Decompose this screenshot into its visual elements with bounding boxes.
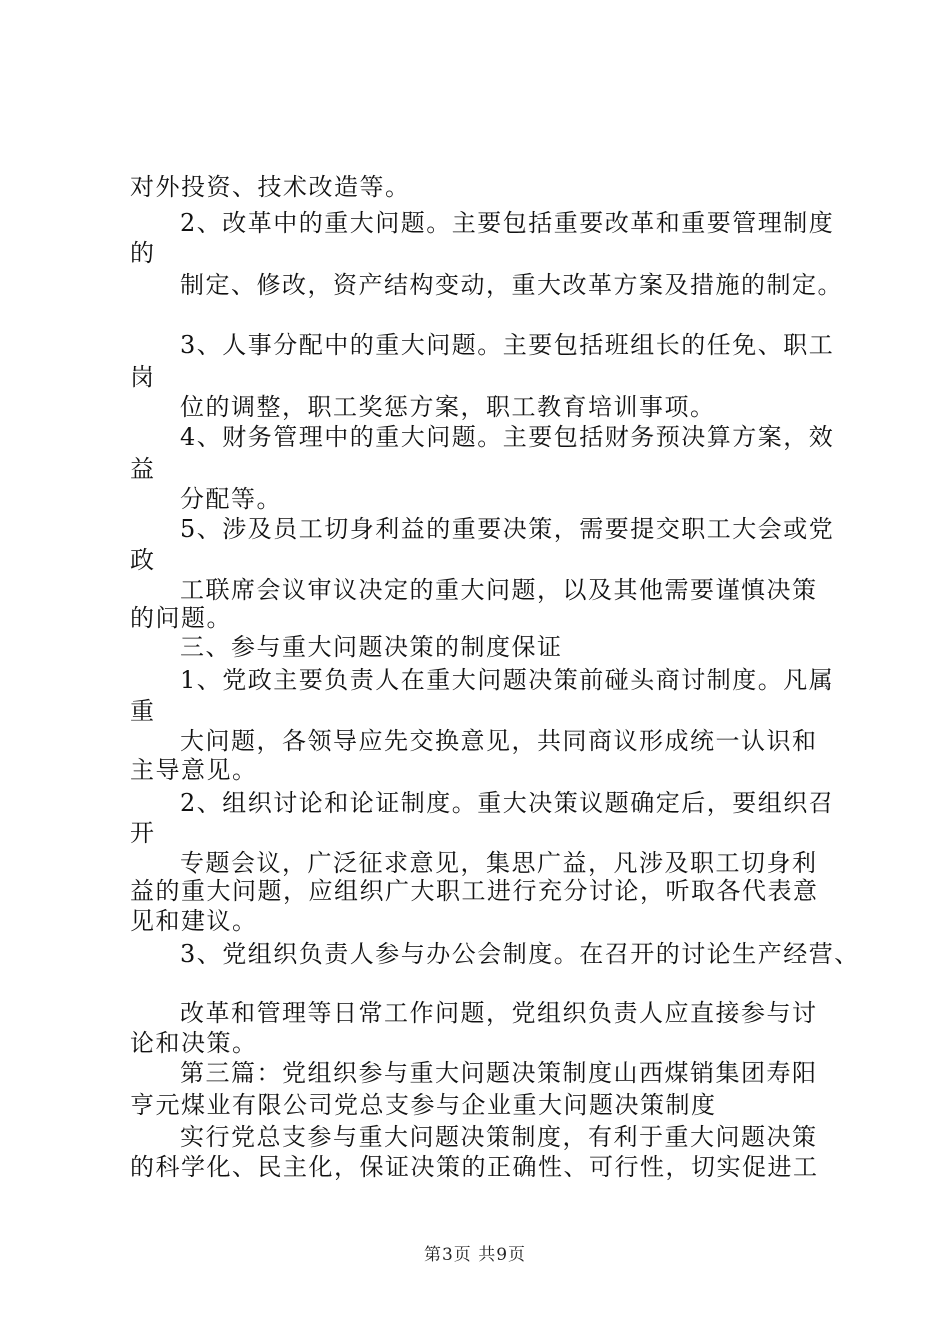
text-line: 的问题。 — [130, 604, 232, 632]
text-line: 专题会议，广泛征求意见，集思广益，凡涉及职工切身利 — [180, 849, 818, 877]
text-line: 的科学化、民主化，保证决策的正确性、可行性，切实促进工 — [130, 1153, 819, 1181]
text-line: 大问题，各领导应先交换意见，共同商议形成统一认识和 — [180, 727, 818, 755]
text-line: 对外投资、技术改造等。 — [130, 173, 411, 201]
page-number-footer: 第3页 共9页 — [423, 1245, 527, 1265]
text-line: 实行党总支参与重大问题决策制度，有利于重大问题决策 — [180, 1123, 818, 1151]
text-line: 政 — [130, 546, 156, 574]
text-line: 岗 — [130, 363, 156, 391]
text-line: 1、党政主要负责人在重大问题决策前碰头商讨制度。凡属 — [180, 666, 835, 694]
text-line: 5、涉及员工切身利益的重要决策，需要提交职工大会或党 — [180, 515, 835, 543]
text-line: 2、改革中的重大问题。主要包括重要改革和重要管理制度 — [180, 209, 835, 237]
text-line: 2、组织讨论和论证制度。重大决策议题确定后，要组织召 — [180, 789, 835, 817]
text-line: 制定、修改，资产结构变动，重大改革方案及措施的制定。 — [180, 271, 843, 299]
section-heading: 亨元煤业有限公司党总支参与企业重大问题决策制度 — [130, 1091, 717, 1119]
section-heading: 第三篇：党组织参与重大问题决策制度山西煤销集团寿阳 — [180, 1059, 818, 1087]
text-line: 开 — [130, 819, 156, 847]
text-line: 见和建议。 — [130, 907, 258, 935]
text-line: 重 — [130, 697, 156, 725]
text-line: 论和决策。 — [130, 1029, 258, 1057]
text-line: 益的重大问题，应组织广大职工进行充分讨论，听取各代表意 — [130, 877, 819, 905]
text-line: 分配等。 — [180, 485, 282, 513]
text-line: 益 — [130, 455, 156, 483]
text-line: 4、财务管理中的重大问题。主要包括财务预决算方案，效 — [180, 423, 835, 451]
text-line: 三、参与重大问题决策的制度保证 — [180, 633, 563, 661]
text-line: 3、党组织负责人参与办公会制度。在召开的讨论生产经营、 — [180, 940, 860, 968]
text-line: 的 — [130, 239, 156, 267]
text-line: 3、人事分配中的重大问题。主要包括班组长的任免、职工 — [180, 331, 835, 359]
text-line: 改革和管理等日常工作问题，党组织负责人应直接参与讨 — [180, 999, 818, 1027]
text-line: 主导意见。 — [130, 756, 258, 784]
text-line: 工联席会议审议决定的重大问题，以及其他需要谨慎决策 — [180, 576, 818, 604]
text-line: 位的调整，职工奖惩方案，职工教育培训事项。 — [180, 393, 716, 421]
